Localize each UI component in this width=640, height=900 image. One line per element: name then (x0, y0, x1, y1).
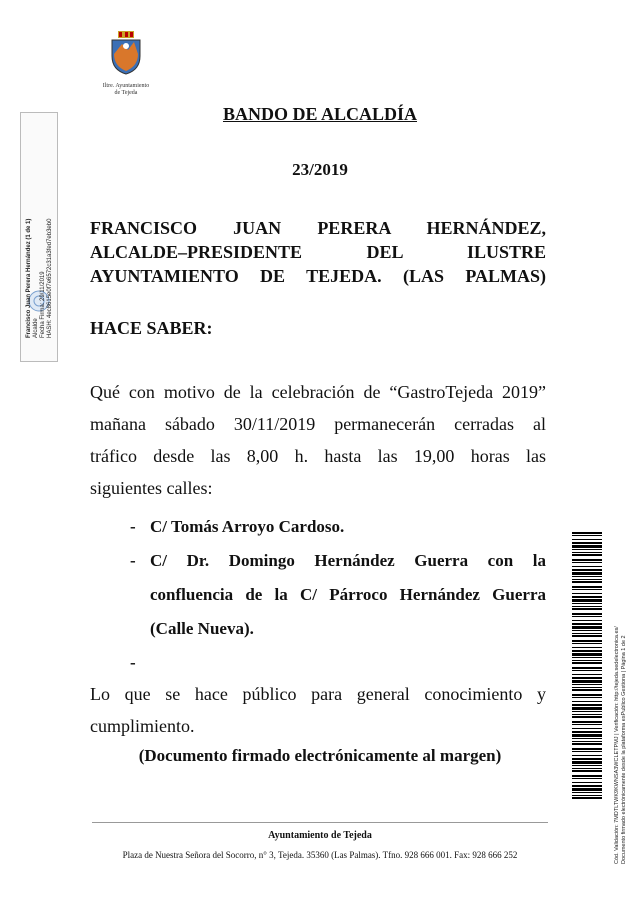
crest-caption-line1: Iltre. Ayuntamiento (102, 83, 150, 89)
barcode-icon (572, 532, 602, 802)
signed-note: (Documento firmado electrónicamente al margen) (138, 746, 502, 765)
footer-divider (92, 822, 548, 823)
crest-emblem-icon (106, 30, 146, 76)
validation-line-1: Cód. Validación: 7MDTLTWK9KWNSA3WCLETPMJ | Verificación: http://tejeda.sedelectronica.es/ (614, 626, 620, 864)
list-dash: - (130, 653, 136, 672)
signature-margin-text (26, 219, 54, 338)
validation-text (614, 626, 628, 864)
crest-caption-line2: de Tejeda (114, 90, 138, 96)
document-number: 23/2019 (292, 160, 348, 179)
body-line-3: tráfico desde las 8,00 h. hasta las 19,00 horas las (90, 446, 546, 466)
closing-line-1: Lo que se hace público para general conocimiento y (90, 684, 546, 704)
signer-role: Alcalde (33, 318, 39, 338)
body-line-2: mañana sábado 30/11/2019 permanecerán cerradas al (90, 414, 546, 434)
validation-line-2: Documento firmado electrónicamente desde la plataforma esPublico Gestiona | Página 1 de 2 (621, 635, 627, 864)
list-item (130, 510, 546, 544)
list-item (130, 646, 546, 680)
hace-saber-heading: HACE SABER: (90, 318, 213, 338)
mayor-line-3: AYUNTAMIENTO DE TEJEDA. (LAS PALMAS) (90, 266, 546, 286)
signature-date: Fecha Firma: 29/11/2019 (40, 271, 46, 338)
street-1: C/ Tomás Arroyo Cardoso. (150, 517, 345, 536)
mayor-line-1: FRANCISCO JUAN PERERA HERNÁNDEZ, (90, 218, 546, 238)
body-line-1: Qué con motivo de la celebración de “GastroTejeda 2019” (90, 382, 546, 402)
announcement-body (90, 376, 546, 504)
footer-name: Ayuntamiento de Tejeda (268, 830, 372, 841)
closing-paragraph (90, 678, 546, 742)
street-2-line-1: C/ Dr. Domingo Hernández Guerra con la (150, 551, 546, 570)
list-item (130, 544, 546, 646)
body-line-4: siguientes calles: (90, 478, 213, 498)
street-list (130, 510, 546, 680)
signature-hash: HASH: 4ec8615e0f7e6572c31a3fed7eb3eb0 (47, 218, 53, 338)
list-dash: - (130, 551, 136, 570)
street-2-line-2: confluencia de la C/ Párroco Hernández Guerra (150, 585, 546, 604)
mayor-line-2: ALCALDE–PRESIDENTE DEL ILUSTRE (90, 242, 546, 262)
footer-address: Plaza de Nuestra Señora del Socorro, n° 3, Tejeda. 35360 (Las Palmas). Tfno. 928 666 001. Fax: 928 666 252 (122, 850, 518, 860)
closing-line-2: cumplimiento. (90, 716, 195, 736)
list-dash: - (130, 517, 136, 536)
municipal-crest (96, 30, 156, 97)
document-title: BANDO DE ALCALDÍA (222, 104, 418, 124)
mayor-heading (90, 216, 546, 288)
signer-name: Francisco Juan Perera Hernández (1 de 1) (26, 218, 32, 338)
street-2-line-3: (Calle Nueva). (150, 619, 254, 638)
